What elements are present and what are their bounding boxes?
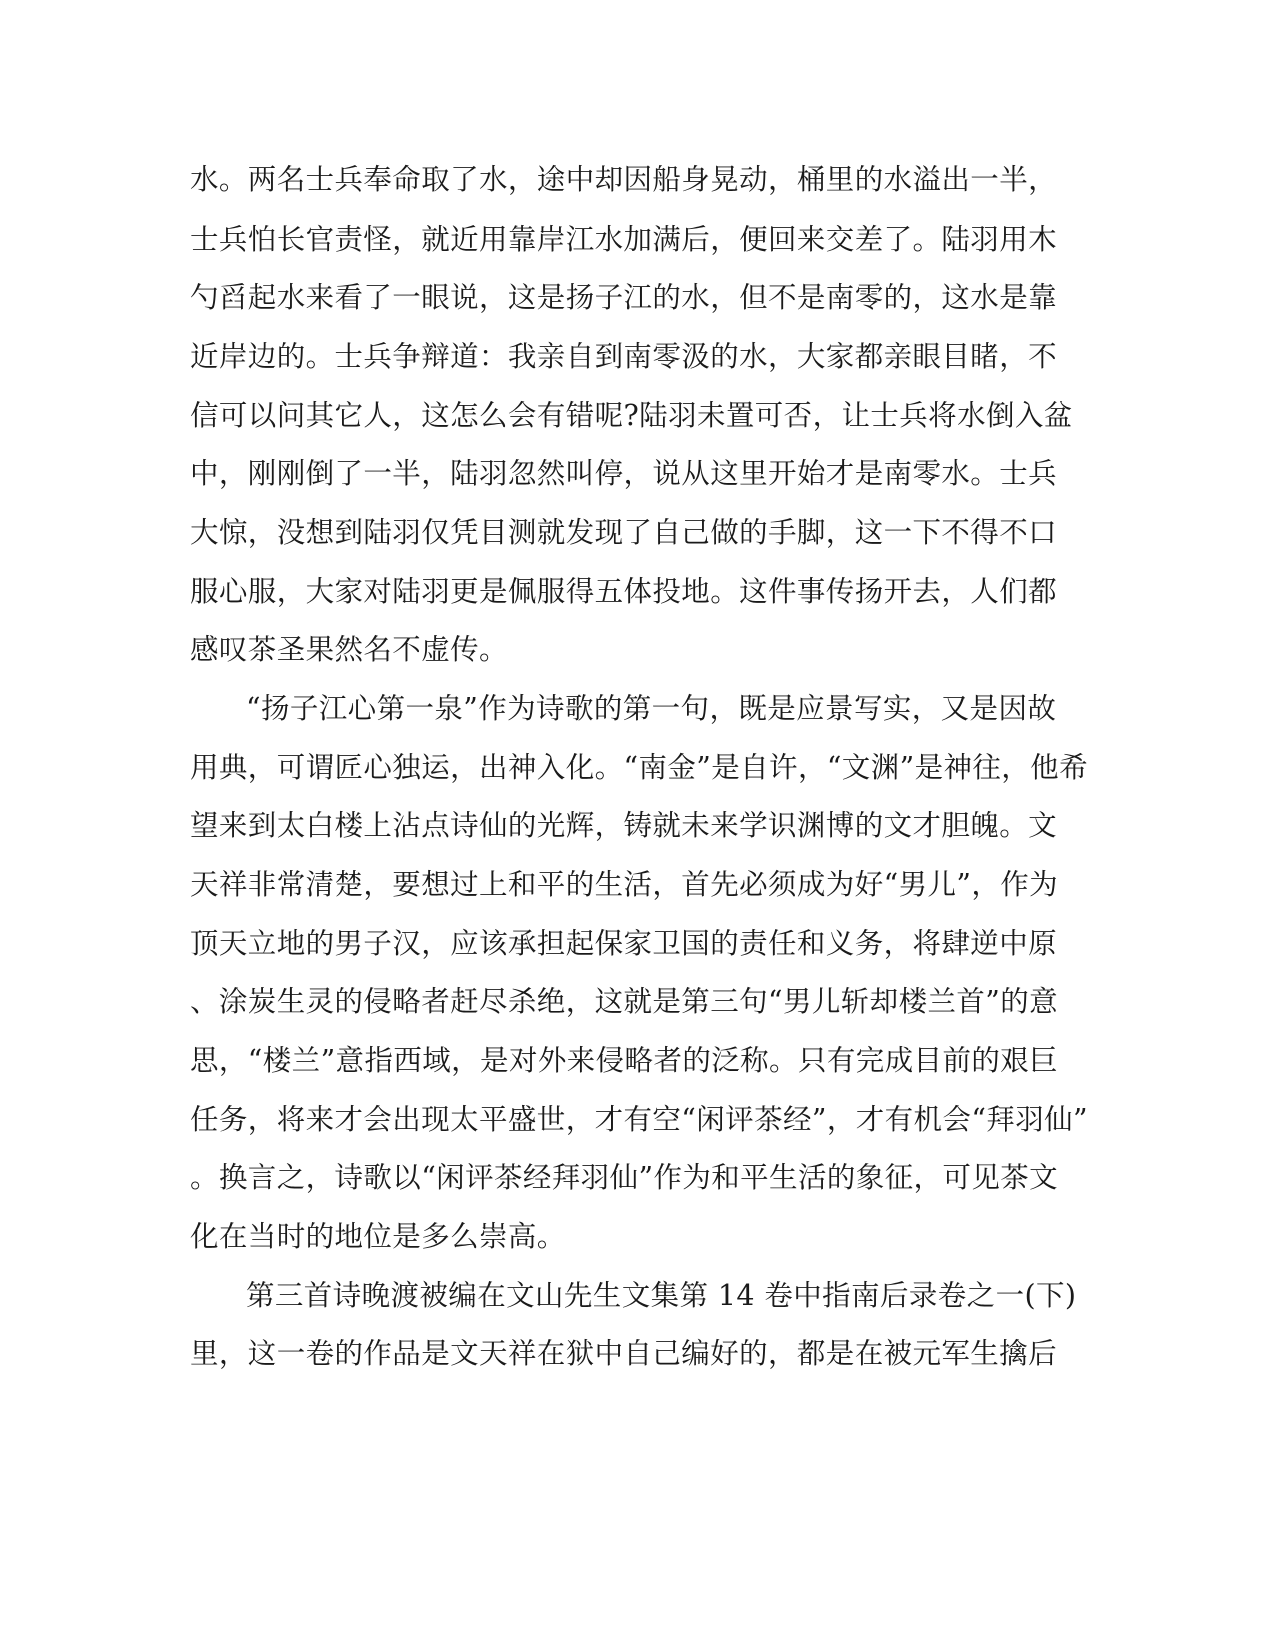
p2-line-9: 。换言之，诗歌以“闲评茶经拜羽仙”作为和平生活的象征，可见茶文 (190, 1161, 1059, 1194)
p2-line-1: “扬子江心第一泉”作为诗歌的第一句，既是应景写实，又是因故 (246, 692, 1057, 725)
p1-line-5: 信可以问其它人，这怎么会有错呢?陆羽未置可否，让士兵将水倒入盆 (190, 399, 1073, 432)
p2-line-10: 化在当时的地位是多么崇高。 (190, 1220, 566, 1253)
p2-line-6: 、涂炭生灵的侵略者赶尽杀绝，这就是第三句“男儿斩却楼兰首”的意 (190, 985, 1059, 1018)
p1-line-3: 勺舀起水来看了一眼说，这是扬子江的水，但不是南零的，这水是靠 (190, 281, 1058, 314)
p2-line-3: 望来到太白楼上沾点诗仙的光辉，铸就未来学识渊博的文才胆魄。文 (190, 809, 1058, 842)
p1-line-7: 大惊，没想到陆羽仅凭目测就发现了自己做的手脚，这一下不得不口 (190, 516, 1058, 549)
p2-line-7: 思，“楼兰”意指西域，是对外来侵略者的泛称。只有完成目前的艰巨 (190, 1044, 1059, 1077)
p1-line-8: 服心服，大家对陆羽更是佩服得五体投地。这件事传扬开去，人们都 (190, 575, 1058, 608)
p3-line-1: 第三首诗晚渡被编在文山先生文集第 14 卷中指南后录卷之一(下) (246, 1279, 1077, 1312)
p2-line-2: 用典，可谓匠心独运，出神入化。“南金”是自许，“文渊”是神往，他希 (190, 751, 1088, 784)
p2-line-8: 任务，将来才会出现太平盛世，才有空“闲评茶经”，才有机会“拜羽仙” (190, 1103, 1088, 1136)
p1-line-9: 感叹茶圣果然名不虚传。 (190, 633, 508, 666)
p1-line-2: 士兵怕长官责怪，就近用靠岸江水加满后，便回来交差了。陆羽用木 (190, 223, 1058, 256)
p1-line-4: 近岸边的。士兵争辩道：我亲自到南零汲的水，大家都亲眼目睹，不 (190, 340, 1058, 373)
p2-line-5: 顶天立地的男子汉，应该承担起保家卫国的责任和义务，将肆逆中原 (190, 927, 1058, 960)
p1-line-6: 中，刚刚倒了一半，陆羽忽然叫停，说从这里开始才是南零水。士兵 (190, 457, 1058, 490)
p3-line-2: 里，这一卷的作品是文天祥在狱中自己编好的，都是在被元军生擒后 (190, 1337, 1058, 1370)
p1-line-1: 水。两名士兵奉命取了水，途中却因船身晃动，桶里的水溢出一半， (190, 163, 1058, 196)
p2-line-4: 天祥非常清楚，要想过上和平的生活，首先必须成为好“男儿”，作为 (190, 868, 1059, 901)
